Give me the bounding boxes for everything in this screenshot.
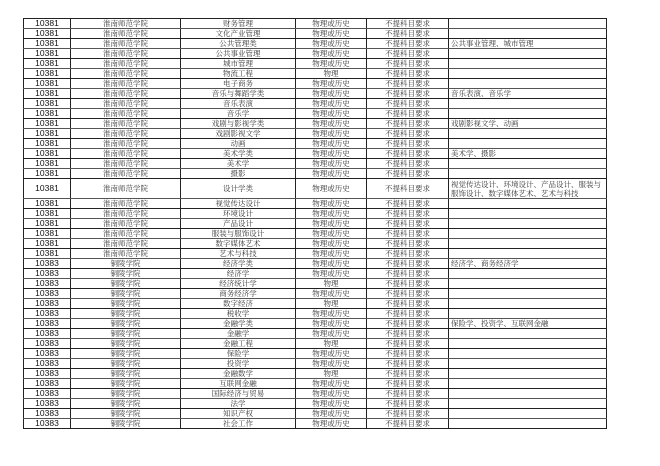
school-name-cell: 铜陵学院 (71, 369, 181, 379)
major-name-cell: 城市管理 (181, 59, 296, 69)
included-majors-cell (449, 309, 607, 319)
major-name-cell: 公共事业管理 (181, 49, 296, 59)
included-majors-cell (449, 279, 607, 289)
first-subject-cell: 物理或历史 (296, 209, 367, 219)
included-majors-cell (449, 249, 607, 259)
school-name-cell: 铜陵学院 (71, 319, 181, 329)
second-subject-cell: 不提科目要求 (367, 269, 449, 279)
second-subject-cell: 不提科目要求 (367, 59, 449, 69)
school-code-cell: 10383 (24, 259, 71, 269)
school-name-cell: 淮南师范学院 (71, 69, 181, 79)
major-name-cell: 戏剧影视文学 (181, 129, 296, 139)
included-majors-cell (449, 389, 607, 399)
major-name-cell: 法学 (181, 399, 296, 409)
major-name-cell: 互联网金融 (181, 379, 296, 389)
table-row (24, 389, 607, 399)
first-subject-cell: 物理或历史 (296, 379, 367, 389)
included-majors-cell (449, 329, 607, 339)
major-name-cell: 美术学类 (181, 149, 296, 159)
table-body (24, 19, 607, 429)
school-code-cell: 10381 (24, 199, 71, 209)
second-subject-cell: 不提科目要求 (367, 29, 449, 39)
included-majors-cell (449, 139, 607, 149)
table-row (24, 89, 607, 99)
included-majors-cell (449, 219, 607, 229)
table-row (24, 259, 607, 269)
second-subject-cell: 不提科目要求 (367, 149, 449, 159)
table-row (24, 129, 607, 139)
included-majors-cell (449, 379, 607, 389)
school-name-cell: 淮南师范学院 (71, 39, 181, 49)
major-name-cell: 动画 (181, 139, 296, 149)
school-code-cell: 10383 (24, 329, 71, 339)
table-row (24, 139, 607, 149)
second-subject-cell: 不提科目要求 (367, 199, 449, 209)
major-name-cell: 物流工程 (181, 69, 296, 79)
major-name-cell: 金融工程 (181, 339, 296, 349)
second-subject-cell: 不提科目要求 (367, 99, 449, 109)
included-majors-cell (449, 59, 607, 69)
major-name-cell: 音乐表演 (181, 99, 296, 109)
school-code-cell: 10383 (24, 289, 71, 299)
table-row (24, 149, 607, 159)
table-row (24, 359, 607, 369)
school-name-cell: 淮南师范学院 (71, 119, 181, 129)
table-row (24, 179, 607, 199)
first-subject-cell: 物理或历史 (296, 389, 367, 399)
included-majors-cell (449, 159, 607, 169)
second-subject-cell: 不提科目要求 (367, 229, 449, 239)
second-subject-cell: 不提科目要求 (367, 279, 449, 289)
first-subject-cell: 物理或历史 (296, 149, 367, 159)
included-majors-cell (449, 359, 607, 369)
first-subject-cell: 物理或历史 (296, 329, 367, 339)
second-subject-cell: 不提科目要求 (367, 259, 449, 269)
second-subject-cell: 不提科目要求 (367, 79, 449, 89)
school-name-cell: 铜陵学院 (71, 289, 181, 299)
first-subject-cell: 物理或历史 (296, 399, 367, 409)
major-name-cell: 环境设计 (181, 209, 296, 219)
table-row (24, 79, 607, 89)
second-subject-cell: 不提科目要求 (367, 359, 449, 369)
included-majors-cell (449, 99, 607, 109)
school-name-cell: 淮南师范学院 (71, 49, 181, 59)
school-code-cell: 10381 (24, 169, 71, 179)
second-subject-cell: 不提科目要求 (367, 219, 449, 229)
included-majors-cell (449, 409, 607, 419)
first-subject-cell: 物理或历史 (296, 289, 367, 299)
table-row (24, 239, 607, 249)
included-majors-cell (449, 79, 607, 89)
major-name-cell: 社会工作 (181, 419, 296, 429)
table-row (24, 329, 607, 339)
major-name-cell: 公共管理类 (181, 39, 296, 49)
school-code-cell: 10383 (24, 399, 71, 409)
major-name-cell: 投资学 (181, 359, 296, 369)
major-name-cell: 经济学 (181, 269, 296, 279)
school-code-cell: 10383 (24, 409, 71, 419)
school-code-cell: 10381 (24, 229, 71, 239)
second-subject-cell: 不提科目要求 (367, 349, 449, 359)
included-majors-cell (449, 399, 607, 409)
school-name-cell: 淮南师范学院 (71, 149, 181, 159)
school-name-cell: 铜陵学院 (71, 389, 181, 399)
first-subject-cell: 物理或历史 (296, 219, 367, 229)
school-name-cell: 铜陵学院 (71, 329, 181, 339)
first-subject-cell: 物理或历史 (296, 319, 367, 329)
first-subject-cell: 物理或历史 (296, 29, 367, 39)
table-row (24, 59, 607, 69)
major-name-cell: 财务管理 (181, 19, 296, 29)
major-name-cell: 数字经济 (181, 299, 296, 309)
second-subject-cell: 不提科目要求 (367, 159, 449, 169)
table-row (24, 209, 607, 219)
second-subject-cell: 不提科目要求 (367, 49, 449, 59)
second-subject-cell: 不提科目要求 (367, 309, 449, 319)
school-code-cell: 10381 (24, 99, 71, 109)
second-subject-cell: 不提科目要求 (367, 239, 449, 249)
school-code-cell: 10381 (24, 29, 71, 39)
second-subject-cell: 不提科目要求 (367, 109, 449, 119)
first-subject-cell: 物理或历史 (296, 229, 367, 239)
school-code-cell: 10381 (24, 69, 71, 79)
first-subject-cell: 物理或历史 (296, 249, 367, 259)
major-name-cell: 摄影 (181, 169, 296, 179)
major-name-cell: 税收学 (181, 309, 296, 319)
major-name-cell: 电子商务 (181, 79, 296, 89)
major-name-cell: 知识产权 (181, 409, 296, 419)
table-row (24, 199, 607, 209)
school-code-cell: 10383 (24, 339, 71, 349)
table-row (24, 309, 607, 319)
included-majors-cell: 美术学、摄影 (449, 149, 607, 159)
school-code-cell: 10383 (24, 359, 71, 369)
table-row (24, 289, 607, 299)
first-subject-cell: 物理或历史 (296, 139, 367, 149)
school-name-cell: 铜陵学院 (71, 409, 181, 419)
second-subject-cell: 不提科目要求 (367, 299, 449, 309)
second-subject-cell: 不提科目要求 (367, 399, 449, 409)
first-subject-cell: 物理 (296, 279, 367, 289)
school-code-cell: 10381 (24, 209, 71, 219)
school-code-cell: 10381 (24, 89, 71, 99)
included-majors-cell: 保险学、投资学、互联网金融 (449, 319, 607, 329)
school-name-cell: 铜陵学院 (71, 269, 181, 279)
school-name-cell: 铜陵学院 (71, 419, 181, 429)
table-row (24, 19, 607, 29)
first-subject-cell: 物理或历史 (296, 59, 367, 69)
school-code-cell: 10381 (24, 79, 71, 89)
major-name-cell: 音乐与舞蹈学类 (181, 89, 296, 99)
school-name-cell: 铜陵学院 (71, 359, 181, 369)
second-subject-cell: 不提科目要求 (367, 329, 449, 339)
school-code-cell: 10383 (24, 279, 71, 289)
included-majors-cell (449, 199, 607, 209)
table-row (24, 319, 607, 329)
first-subject-cell: 物理或历史 (296, 89, 367, 99)
first-subject-cell: 物理或历史 (296, 199, 367, 209)
first-subject-cell: 物理或历史 (296, 349, 367, 359)
school-name-cell: 淮南师范学院 (71, 59, 181, 69)
school-code-cell: 10381 (24, 119, 71, 129)
table-row (24, 219, 607, 229)
school-code-cell: 10381 (24, 129, 71, 139)
second-subject-cell: 不提科目要求 (367, 419, 449, 429)
table-row (24, 29, 607, 39)
first-subject-cell: 物理或历史 (296, 269, 367, 279)
major-name-cell: 金融学类 (181, 319, 296, 329)
first-subject-cell: 物理或历史 (296, 419, 367, 429)
table-row (24, 279, 607, 289)
included-majors-cell (449, 109, 607, 119)
included-majors-cell (449, 129, 607, 139)
included-majors-cell (449, 239, 607, 249)
included-majors-cell (449, 299, 607, 309)
table-row (24, 169, 607, 179)
school-name-cell: 淮南师范学院 (71, 199, 181, 209)
first-subject-cell: 物理或历史 (296, 309, 367, 319)
school-name-cell: 铜陵学院 (71, 349, 181, 359)
included-majors-cell: 经济学、商务经济学 (449, 259, 607, 269)
first-subject-cell: 物理 (296, 69, 367, 79)
school-name-cell: 铜陵学院 (71, 379, 181, 389)
first-subject-cell: 物理或历史 (296, 159, 367, 169)
school-name-cell: 淮南师范学院 (71, 129, 181, 139)
included-majors-cell (449, 269, 607, 279)
second-subject-cell: 不提科目要求 (367, 249, 449, 259)
second-subject-cell: 不提科目要求 (367, 129, 449, 139)
school-code-cell: 10383 (24, 349, 71, 359)
included-majors-cell (449, 49, 607, 59)
table-row (24, 49, 607, 59)
school-code-cell: 10383 (24, 269, 71, 279)
major-name-cell: 视觉传达设计 (181, 199, 296, 209)
second-subject-cell: 不提科目要求 (367, 289, 449, 299)
second-subject-cell: 不提科目要求 (367, 379, 449, 389)
included-majors-cell: 音乐表演、音乐学 (449, 89, 607, 99)
school-code-cell: 10381 (24, 179, 71, 199)
major-name-cell: 商务经济学 (181, 289, 296, 299)
table-row (24, 249, 607, 259)
table-row (24, 399, 607, 409)
table-row (24, 419, 607, 429)
included-majors-cell: 公共事业管理、城市管理 (449, 39, 607, 49)
table-row (24, 409, 607, 419)
second-subject-cell: 不提科目要求 (367, 139, 449, 149)
second-subject-cell: 不提科目要求 (367, 369, 449, 379)
included-majors-cell: 视觉传达设计、环境设计、产品设计、服装与服饰设计、数字媒体艺术、艺术与科技 (449, 179, 607, 199)
school-name-cell: 淮南师范学院 (71, 139, 181, 149)
major-name-cell: 产品设计 (181, 219, 296, 229)
first-subject-cell: 物理或历史 (296, 49, 367, 59)
second-subject-cell: 不提科目要求 (367, 179, 449, 199)
first-subject-cell: 物理或历史 (296, 99, 367, 109)
table-row (24, 39, 607, 49)
major-name-cell: 保险学 (181, 349, 296, 359)
included-majors-cell (449, 419, 607, 429)
school-name-cell: 铜陵学院 (71, 339, 181, 349)
school-name-cell: 淮南师范学院 (71, 209, 181, 219)
school-name-cell: 淮南师范学院 (71, 219, 181, 229)
school-code-cell: 10381 (24, 139, 71, 149)
major-name-cell: 服装与服饰设计 (181, 229, 296, 239)
school-name-cell: 淮南师范学院 (71, 29, 181, 39)
school-name-cell: 淮南师范学院 (71, 229, 181, 239)
school-name-cell: 淮南师范学院 (71, 19, 181, 29)
table-row (24, 369, 607, 379)
included-majors-cell (449, 29, 607, 39)
table-row (24, 339, 607, 349)
second-subject-cell: 不提科目要求 (367, 339, 449, 349)
first-subject-cell: 物理或历史 (296, 179, 367, 199)
school-code-cell: 10381 (24, 59, 71, 69)
major-name-cell: 设计学类 (181, 179, 296, 199)
table-row (24, 379, 607, 389)
school-name-cell: 淮南师范学院 (71, 239, 181, 249)
table-row (24, 159, 607, 169)
school-name-cell: 淮南师范学院 (71, 179, 181, 199)
school-name-cell: 淮南师范学院 (71, 89, 181, 99)
first-subject-cell: 物理或历史 (296, 239, 367, 249)
included-majors-cell (449, 69, 607, 79)
table-row (24, 269, 607, 279)
table-row (24, 299, 607, 309)
table-row (24, 349, 607, 359)
major-name-cell: 经济统计学 (181, 279, 296, 289)
major-name-cell: 数字媒体艺术 (181, 239, 296, 249)
second-subject-cell: 不提科目要求 (367, 319, 449, 329)
major-requirements-table (23, 18, 607, 429)
school-code-cell: 10381 (24, 19, 71, 29)
table-row (24, 229, 607, 239)
second-subject-cell: 不提科目要求 (367, 119, 449, 129)
major-name-cell: 艺术与科技 (181, 249, 296, 259)
school-code-cell: 10381 (24, 109, 71, 119)
school-name-cell: 淮南师范学院 (71, 79, 181, 89)
included-majors-cell (449, 19, 607, 29)
major-name-cell: 戏剧与影视学类 (181, 119, 296, 129)
school-name-cell: 淮南师范学院 (71, 99, 181, 109)
school-code-cell: 10381 (24, 149, 71, 159)
first-subject-cell: 物理或历史 (296, 39, 367, 49)
first-subject-cell: 物理或历史 (296, 359, 367, 369)
second-subject-cell: 不提科目要求 (367, 389, 449, 399)
second-subject-cell: 不提科目要求 (367, 169, 449, 179)
school-code-cell: 10381 (24, 219, 71, 229)
included-majors-cell (449, 229, 607, 239)
major-name-cell: 文化产业管理 (181, 29, 296, 39)
first-subject-cell: 物理 (296, 299, 367, 309)
first-subject-cell: 物理或历史 (296, 79, 367, 89)
included-majors-cell (449, 289, 607, 299)
school-code-cell: 10383 (24, 419, 71, 429)
first-subject-cell: 物理 (296, 369, 367, 379)
first-subject-cell: 物理或历史 (296, 129, 367, 139)
major-name-cell: 金融学 (181, 329, 296, 339)
school-code-cell: 10383 (24, 299, 71, 309)
first-subject-cell: 物理或历史 (296, 409, 367, 419)
included-majors-cell (449, 169, 607, 179)
first-subject-cell: 物理或历史 (296, 19, 367, 29)
school-name-cell: 淮南师范学院 (71, 159, 181, 169)
included-majors-cell (449, 209, 607, 219)
school-code-cell: 10383 (24, 389, 71, 399)
second-subject-cell: 不提科目要求 (367, 19, 449, 29)
major-name-cell: 美术学 (181, 159, 296, 169)
table-row (24, 109, 607, 119)
table-row (24, 69, 607, 79)
included-majors-cell (449, 339, 607, 349)
school-name-cell: 铜陵学院 (71, 399, 181, 409)
school-name-cell: 淮南师范学院 (71, 109, 181, 119)
school-code-cell: 10381 (24, 49, 71, 59)
second-subject-cell: 不提科目要求 (367, 89, 449, 99)
second-subject-cell: 不提科目要求 (367, 39, 449, 49)
school-name-cell: 铜陵学院 (71, 259, 181, 269)
major-name-cell: 音乐学 (181, 109, 296, 119)
school-code-cell: 10381 (24, 159, 71, 169)
included-majors-cell: 戏剧影视文学、动画 (449, 119, 607, 129)
school-name-cell: 淮南师范学院 (71, 169, 181, 179)
school-name-cell: 淮南师范学院 (71, 249, 181, 259)
included-majors-cell (449, 349, 607, 359)
major-name-cell: 国际经济与贸易 (181, 389, 296, 399)
school-name-cell: 铜陵学院 (71, 309, 181, 319)
school-name-cell: 铜陵学院 (71, 299, 181, 309)
school-code-cell: 10383 (24, 309, 71, 319)
first-subject-cell: 物理或历史 (296, 109, 367, 119)
first-subject-cell: 物理或历史 (296, 119, 367, 129)
included-majors-cell (449, 369, 607, 379)
second-subject-cell: 不提科目要求 (367, 209, 449, 219)
table-row (24, 99, 607, 109)
school-code-cell: 10383 (24, 319, 71, 329)
table-row (24, 119, 607, 129)
school-code-cell: 10381 (24, 39, 71, 49)
first-subject-cell: 物理或历史 (296, 169, 367, 179)
second-subject-cell: 不提科目要求 (367, 69, 449, 79)
first-subject-cell: 物理 (296, 339, 367, 349)
school-code-cell: 10383 (24, 369, 71, 379)
school-name-cell: 铜陵学院 (71, 279, 181, 289)
school-code-cell: 10381 (24, 249, 71, 259)
school-code-cell: 10381 (24, 239, 71, 249)
second-subject-cell: 不提科目要求 (367, 409, 449, 419)
major-name-cell: 经济学类 (181, 259, 296, 269)
first-subject-cell: 物理或历史 (296, 259, 367, 269)
school-code-cell: 10383 (24, 379, 71, 389)
major-name-cell: 金融数学 (181, 369, 296, 379)
